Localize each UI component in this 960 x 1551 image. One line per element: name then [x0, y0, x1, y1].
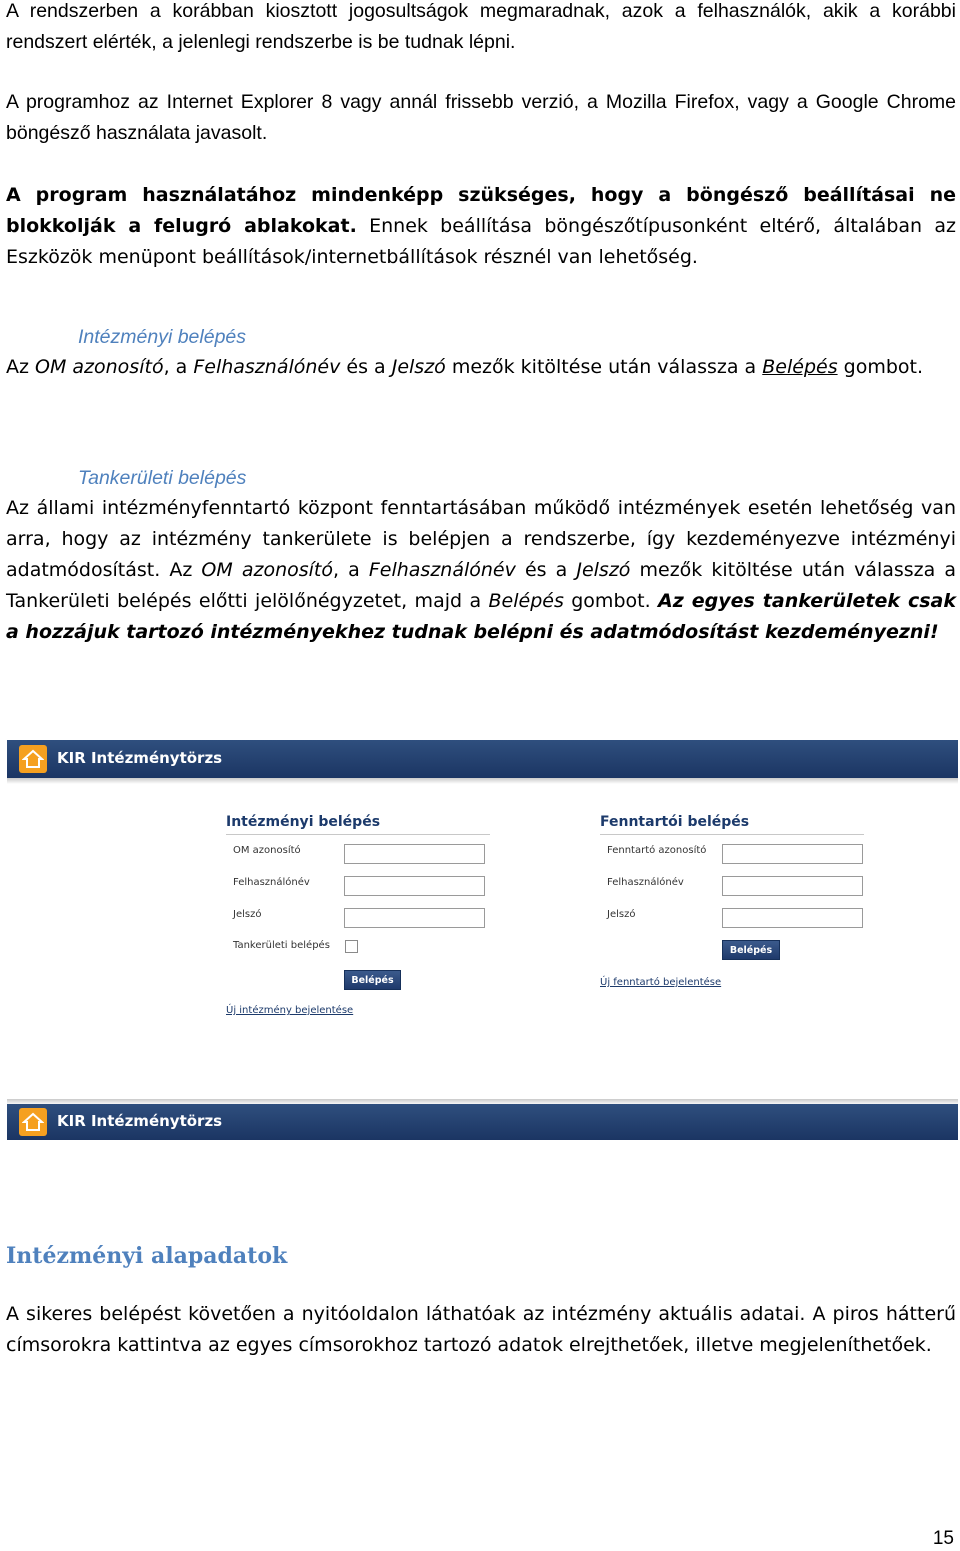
username-term: Felhasználónév [193, 356, 341, 378]
popup-paragraph [6, 180, 956, 273]
maint-username-input[interactable] [722, 876, 863, 896]
district-login-checkbox[interactable] [345, 940, 358, 953]
login-term: Belépés [488, 590, 564, 612]
om-id-label: OM azonosító [233, 845, 301, 856]
section-inst-login-title: Intézményi belépés [78, 326, 247, 348]
section-district-login-text [6, 493, 956, 648]
district-login-label: Tankerületi belépés [233, 940, 330, 951]
om-id-term: OM azonosító [201, 559, 333, 581]
maintainer-id-input[interactable] [722, 844, 863, 864]
username-label: Felhasználónév [233, 877, 310, 888]
maint-login-panel-title: Fenntartói belépés [600, 814, 750, 830]
text-part: gombot. [837, 356, 924, 378]
maint-password-input[interactable] [722, 908, 863, 928]
browser-paragraph: A programhoz az Internet Explorer 8 vagy annál frissebb verzió, a Mozilla Firefox, vagy a Google Chrome böngésző használata javasolt. [6, 91, 956, 144]
section-basic-data-text: A sikeres belépést követően a nyitóoldalon láthatóak az intézmény aktuális adatai. A piros hátterű címsorokra kattintva az egyes címsorokhoz tartozó adatok elrejthetőek, illetve megjeleníthetőek. [6, 1303, 956, 1356]
om-id-term: OM azonosító [35, 356, 164, 378]
kir-app-title-2: KIR Intézménytörzs [57, 1112, 223, 1130]
section-basic-data-title: Intézményi alapadatok [6, 1243, 288, 1269]
text-part: gombot. [563, 590, 659, 612]
om-id-input[interactable] [344, 844, 485, 864]
district-restriction-warning: Az egyes tankerületek csak a hozzájuk tartozó intézményekhez tudnak belépni és adatmódosítást kezdeményezni! [6, 590, 956, 643]
home-icon[interactable] [19, 745, 47, 773]
username-input[interactable] [344, 876, 485, 896]
text-part: Az [6, 356, 36, 378]
maintainer-id-label: Fenntartó azonosító [607, 845, 707, 856]
inst-login-panel-title: Intézményi belépés [226, 814, 381, 830]
password-input[interactable] [344, 908, 485, 928]
section-district-login-title: Tankerületi belépés [78, 467, 247, 489]
password-term: Jelszó [391, 356, 446, 378]
page-number: 15 [932, 1528, 954, 1549]
password-label: Jelszó [233, 909, 262, 920]
text-part: Az állami intézményfenntartó központ fenntartásában működő intézmények esetén lehetőség van arra, hogy az intézmény tankerülete is belépjen a rendszerbe, így kezdeményezve intézményi adatmódosítást. Az [6, 497, 956, 581]
username-term: Felhasználónév [368, 559, 516, 581]
text-part: mezők kitöltése után válassza a [445, 356, 763, 378]
maint-login-button[interactable]: Belépés [722, 940, 780, 960]
kir-header-bar [7, 740, 958, 778]
popup-warning-bold: A program használatához mindenképp szükséges, hogy a böngésző beállításai ne blokkolják a felugró ablakokat. [6, 184, 956, 237]
text-part: , a [333, 559, 369, 581]
kir-header-bar-2 [7, 1104, 958, 1140]
intro-paragraph-1: A rendszerben a korábban kiosztott jogosultságok megmaradnak, azok a felhasználók, akik a korábbi rendszert elérték, a jelenlegi rendszerbe is be tudnak lépni. [6, 0, 956, 53]
new-maintainer-link[interactable]: Új fenntartó bejelentése [600, 977, 722, 988]
password-term: Jelszó [576, 559, 631, 581]
kir-app-title: KIR Intézménytörzs [57, 749, 223, 767]
popup-settings-text: Ennek beállítása böngészőtípusonként eltérő, általában az Eszközök menüpont beállítások/internetbállítások résznél van lehetőség. [6, 215, 956, 268]
text-part: és a [515, 559, 577, 581]
kir-header-shadow [7, 778, 958, 784]
inst-login-button[interactable]: Belépés [344, 970, 401, 990]
home-icon[interactable] [19, 1108, 47, 1136]
maint-password-label: Jelszó [607, 909, 636, 920]
section-inst-login-text [6, 352, 956, 383]
text-part: , a [163, 356, 194, 378]
new-institution-link[interactable]: Új intézmény bejelentése [226, 1005, 354, 1016]
text-part: mezők kitöltése után válassza a Tankerületi belépés előtti jelölőnégyzetet, majd a [6, 559, 957, 612]
text-part: és a [340, 356, 392, 378]
login-term: Belépés [762, 356, 838, 378]
maint-username-label: Felhasználónév [607, 877, 684, 888]
maint-panel-divider [600, 834, 864, 835]
inst-panel-divider [226, 834, 490, 835]
